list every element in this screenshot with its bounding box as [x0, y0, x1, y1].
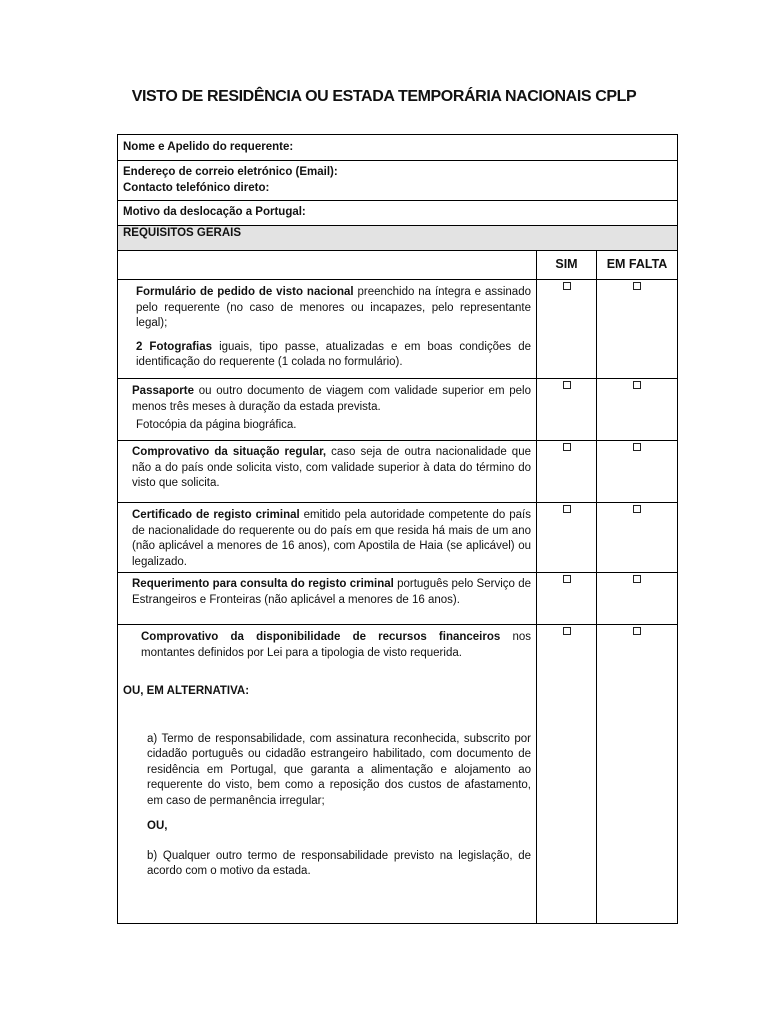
checkbox-em-falta[interactable] — [597, 280, 678, 379]
reason-field[interactable]: Motivo da deslocação a Portugal: — [118, 201, 678, 226]
name-row — [118, 135, 678, 161]
section-header — [118, 226, 678, 251]
requirement-row — [118, 573, 678, 625]
requirement-financial-resources: Comprovativo da disponibilidade de recursos financeiros nos montantes definidos por Lei para a tipologia de visto requerida. OU, EM ALTERNATIVA: a) Termo de responsabilidade, com assinatura reconhecida, subscrito por cidadão português ou cidadão estrangeiro habilitado, com documento de residência em Portugal, que garanta a alimentação e alojamento ao requerente do visto, bem como a reposição dos custos de afastamento, em caso de permanência irregular; OU, b) Qualquer outro termo de responsabilidade previsto na legislação, de acordo com o motivo da estada. — [118, 625, 537, 924]
checkbox-em-falta[interactable] — [597, 503, 678, 573]
column-sim: SIM — [537, 251, 597, 280]
name-field[interactable]: Nome e Apelido do requerente: — [118, 135, 678, 161]
requirement-form-photos: Formulário de pedido de visto nacional preenchido na íntegra e assinado pelo requerente (no caso de menores ou incapazes, pelo representante legal); 2 Fotografias iguais, tipo passe, atualizadas e em boas condições de identificação do requerente (1 colada no formulário). — [118, 280, 537, 379]
phone-label: Contacto telefónico direto: — [123, 181, 270, 194]
checkbox-sim[interactable] — [537, 625, 597, 924]
checkbox-sim[interactable] — [537, 503, 597, 573]
column-em-falta: EM FALTA — [597, 251, 678, 280]
requirement-row — [118, 379, 678, 441]
checkbox-em-falta[interactable] — [597, 625, 678, 924]
requirement-row — [118, 625, 678, 924]
requirements-form — [117, 134, 678, 924]
blank-header-cell — [118, 251, 537, 280]
requirement-passport: Passaporte ou outro documento de viagem com validade superior em pelo menos três meses à duração da estada prevista. Fotocópia da página biográfica. — [118, 379, 537, 441]
checkbox-sim[interactable] — [537, 379, 597, 441]
requirement-criminal-record: Certificado de registo criminal emitido pela autoridade competente do país de nacionalidade do requerente ou do país em que resida há mais de um ano (não aplicável a menores de 16 anos), com Apostila de Haia (se aplicável) ou legalizado. — [118, 503, 537, 573]
checkbox-em-falta[interactable] — [597, 573, 678, 625]
section-title: REQUISITOS GERAIS — [118, 226, 678, 251]
document-title: VISTO DE RESIDÊNCIA OU ESTADA TEMPORÁRIA NACIONAIS CPLP — [131, 88, 637, 105]
column-header-row — [118, 251, 678, 280]
requirement-regular-status: Comprovativo da situação regular, caso seja de outra nacionalidade que não a do país onde solicita visto, com validade superior à data do término do visto que solicita. — [118, 441, 537, 503]
contact-field[interactable] — [118, 161, 678, 201]
checkbox-sim[interactable] — [537, 441, 597, 503]
option-a: a) Termo de responsabilidade, com assinatura reconhecida, subscrito por cidadão português ou cidadão estrangeiro habilitado, com documento de residência em Portugal, que garanta a alimentação e alojamento ao requerente do visto, bem como a reposição dos custos de afastamento, em caso de permanência irregular; — [147, 732, 531, 807]
email-label: Endereço de correio eletrónico (Email): — [123, 166, 338, 178]
checkbox-em-falta[interactable] — [597, 379, 678, 441]
requirement-row — [118, 503, 678, 573]
requirement-criminal-record-request: Requerimento para consulta do registo criminal português pelo Serviço de Estrangeiros e Fronteiras (não aplicável a menores de 16 anos). — [118, 573, 537, 625]
alternative-label: OU, EM ALTERNATIVA: — [123, 685, 250, 697]
option-b: b) Qualquer outro termo de responsabilidade previsto na legislação, de acordo com o motivo da estada. — [147, 849, 531, 877]
requirement-row — [118, 441, 678, 503]
requirement-row — [118, 280, 678, 379]
or-label: OU, — [147, 820, 168, 832]
checkbox-sim[interactable] — [537, 573, 597, 625]
reason-row — [118, 201, 678, 226]
contact-row — [118, 161, 678, 201]
checkbox-sim[interactable] — [537, 280, 597, 379]
checkbox-em-falta[interactable] — [597, 441, 678, 503]
